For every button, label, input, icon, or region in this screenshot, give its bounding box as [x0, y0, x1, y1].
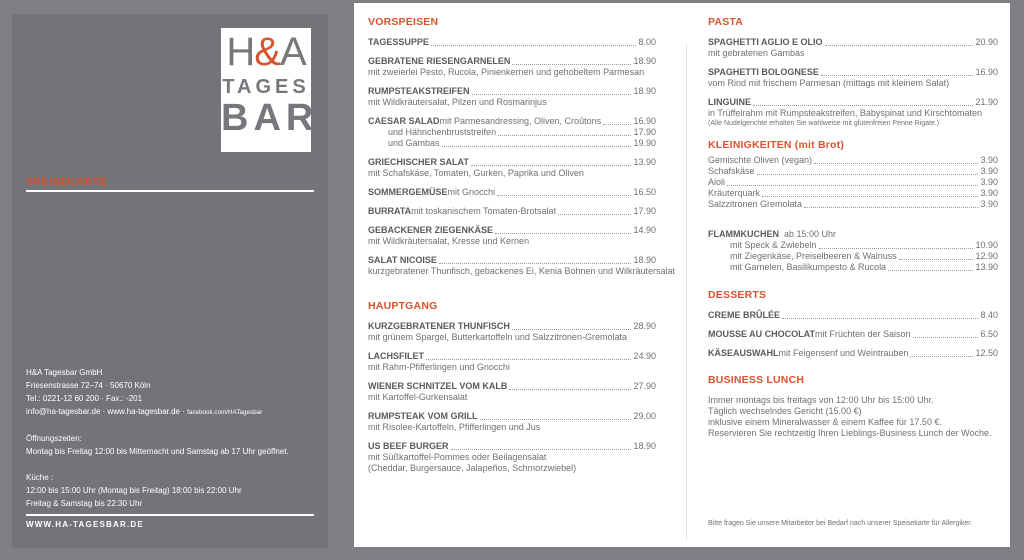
- spacer: [368, 373, 656, 381]
- item-price: 17.90: [633, 127, 656, 137]
- item-name: GEBRATENE RIESENGARNELEN: [368, 56, 511, 66]
- menu-item: [368, 351, 656, 362]
- spacer: [368, 198, 656, 206]
- menu-item: [708, 97, 998, 108]
- item-price: 18.90: [633, 86, 656, 96]
- desserts-list: [708, 310, 998, 359]
- company-name: H&A Tagesbar GmbH: [26, 368, 103, 377]
- item-label: Kräuterquark: [708, 188, 761, 198]
- menu-item: [708, 37, 998, 48]
- item-price: 6.50: [980, 329, 998, 339]
- item-desc-inline: mit Feigensenf und Weintrauben: [778, 348, 909, 358]
- item-name: RUMPSTEAKSTREIFEN: [368, 86, 470, 96]
- item-price: 20.90: [975, 37, 998, 47]
- item-price: 18.90: [633, 255, 656, 265]
- menu-item: [708, 310, 998, 321]
- item-label: mit Garnelen, Basilikumpesto & Rucola: [730, 262, 887, 272]
- divider-top: [26, 190, 314, 192]
- item-description: mit Wildkräutersalat, Kresse und Kernen: [368, 236, 530, 246]
- dot-leader: [782, 318, 978, 319]
- kitchen-hours: 12:00 bis 15:00 Uhr (Montag bis Freitag) 18:00 bis 22:00 Uhr: [26, 486, 242, 495]
- item-price: 21.90: [975, 97, 998, 107]
- dot-leader: [426, 359, 631, 360]
- dot-leader: [498, 135, 631, 136]
- dot-leader: [451, 449, 632, 450]
- item-description: mit gebratenen Gambas: [708, 48, 805, 58]
- spacer: [368, 277, 656, 285]
- right-menu-column: [708, 16, 998, 439]
- section-kleinigkeiten: KLEINIGKEITEN (mit Brot): [708, 139, 845, 151]
- item-price: 28.90: [633, 321, 656, 331]
- menu-item: [708, 67, 998, 78]
- divider-bottom: [26, 514, 314, 516]
- lunch-line: Reservieren Sie rechtzeitig Ihren Lieblings-Business Lunch der Woche.: [708, 428, 992, 438]
- sub-item: [368, 138, 656, 149]
- spacer: [708, 340, 998, 348]
- small-item: [708, 155, 998, 166]
- item-name: SPAGHETTI BOLOGNESE: [708, 67, 819, 77]
- dot-leader: [814, 163, 978, 164]
- item-price: 13.90: [633, 157, 656, 167]
- item-price: 3.90: [980, 155, 998, 165]
- menu-item: [368, 381, 656, 392]
- item-name: WIENER SCHNITZEL VOM KALB: [368, 381, 508, 391]
- item-description: mit Risolee-Kartoffeln, Pfifferlingen und Jus: [368, 422, 541, 432]
- item-description: mit Wildkräutersalat, Pilzen und Rosmarinjus: [368, 97, 547, 107]
- dot-leader: [439, 263, 632, 264]
- item-label: Gemischte Oliven (vegan): [708, 155, 813, 165]
- menu-item: [368, 321, 656, 332]
- spacer: [368, 78, 656, 86]
- item-name: KURZGEBRATENER THUNFISCH: [368, 321, 510, 331]
- item-name: LACHSFILET: [368, 351, 424, 361]
- dot-leader: [509, 389, 631, 390]
- spacer: [368, 433, 656, 441]
- item-desc-inline: mit Früchten der Saison: [815, 329, 911, 339]
- lunch-line: inklusive einem Mineralwasser & einem Kaffee für 17.50 €.: [708, 417, 942, 427]
- menu-item: [368, 56, 656, 67]
- menu-item: [368, 411, 656, 422]
- vorspeisen-list: [368, 37, 676, 285]
- flammkuchen-list: [708, 240, 998, 273]
- spacer: [708, 89, 998, 97]
- speisekarte-title: SPEISEKARTE: [26, 176, 107, 188]
- address: Friesenstrasse 72–74 · 50670 Köln: [26, 381, 151, 390]
- pasta-list: [708, 37, 998, 119]
- dot-leader: [512, 64, 631, 65]
- menu-item: [368, 116, 656, 127]
- spacer: [368, 149, 656, 157]
- business-lunch-text: [708, 395, 998, 439]
- logo-line2: TAGES: [222, 76, 310, 98]
- lunch-line: Täglich wechselndes Gericht (15.00 €): [708, 406, 862, 416]
- logo-line1: H&A: [226, 30, 306, 74]
- item-label: mit Ziegenkäse, Preiselbeeren & Walnuss: [730, 251, 897, 261]
- item-price: 8.40: [980, 310, 998, 320]
- item-name: RUMPSTEAK VOM GRILL: [368, 411, 478, 421]
- item-description: kurzgebratener Thunfisch, gebackenes Ei, Kenia Bohnen und Wilkräutersalat: [368, 266, 676, 276]
- spacer: [368, 48, 656, 56]
- website: WWW.HA-TAGESBAR.DE: [26, 520, 144, 529]
- pasta-note: (Alle Nudelgerichte erhalten Sie wahlweise mit glutenfreien Penne Rigate.): [708, 120, 940, 127]
- item-description: mit zweierlei Pesto, Rucola, Pinienkernen und gehobeltem Parmesan: [368, 67, 645, 77]
- spacer: [368, 217, 656, 225]
- small-item: [708, 166, 998, 177]
- menu-item: [368, 157, 656, 168]
- spacer: [368, 108, 656, 116]
- phone: Tel.: 0221-12 60 200 · Fax.: -201: [26, 394, 143, 403]
- flammkuchen-header: FLAMMKUCHEN ab 15:00 Uhr: [708, 229, 837, 239]
- item-name: GEBACKENER ZIEGENKÄSE: [368, 225, 494, 235]
- item-name: SALAT NICOISE: [368, 255, 437, 265]
- dot-leader: [480, 419, 632, 420]
- menu-item: [368, 255, 656, 266]
- item-name: CAESAR SALAD: [368, 116, 440, 126]
- kleinigkeiten-list: [708, 155, 998, 210]
- spacer: [368, 247, 656, 255]
- item-desc-inline: mit Gnocchi: [447, 187, 496, 197]
- dot-leader: [497, 195, 631, 196]
- item-description: mit Süßkartoffel-Pommes oder Beilagensalat: [368, 452, 547, 462]
- menu-item: [708, 348, 998, 359]
- section-pasta: PASTA: [708, 16, 744, 28]
- dot-leader: [821, 75, 974, 76]
- section-vorspeisen: VORSPEISEN: [368, 16, 439, 28]
- dot-leader: [753, 105, 973, 106]
- item-label: Schafskäse: [708, 166, 755, 176]
- dot-leader: [471, 165, 632, 166]
- menu-item: [368, 225, 656, 236]
- kitchen-weekend: Freitag & Samstag bis 22:30 Uhr: [26, 499, 143, 508]
- item-description: mit grünem Spargel, Butterkartoffeln und Salzzitronen-Gremolata: [368, 332, 627, 342]
- dot-leader: [431, 45, 637, 46]
- logo: [221, 28, 319, 152]
- item-price: 3.90: [980, 199, 998, 209]
- spacer: [368, 474, 656, 482]
- item-price: 14.90: [633, 225, 656, 235]
- item-name: MOUSSE AU CHOCOLAT: [708, 329, 815, 339]
- item-description: mit Kartoffel-Gurkensalat: [368, 392, 468, 402]
- item-label: Salzzitronen Gremolata: [708, 199, 803, 209]
- item-name: US BEEF BURGER: [368, 441, 449, 451]
- item-price: 18.90: [633, 56, 656, 66]
- menu-item: [368, 187, 656, 198]
- item-price: 17.90: [633, 206, 656, 216]
- kitchen-title: Küche :: [26, 473, 54, 482]
- dot-leader: [495, 233, 631, 234]
- item-description: in Trüffelrahm mit Rumpsteakstreifen, Babyspinat und Kirschtomaten: [708, 108, 982, 118]
- dot-leader: [899, 259, 974, 260]
- spacer: [708, 321, 998, 329]
- dot-leader: [472, 94, 632, 95]
- section-business-lunch: BUSINESS LUNCH: [708, 374, 805, 386]
- section-desserts: DESSERTS: [708, 289, 767, 301]
- item-price: 12.50: [975, 348, 998, 358]
- dot-leader: [512, 329, 632, 330]
- item-description: mit Rahm-Pfifferlingen und Gnocchi: [368, 362, 510, 372]
- item-price: 3.90: [980, 177, 998, 187]
- item-price: 19.90: [633, 138, 656, 148]
- logo-line3: BAR: [221, 97, 319, 139]
- item-label: mit Speck & Zwiebeln: [730, 240, 817, 250]
- small-item: [708, 177, 998, 188]
- small-item: [708, 199, 998, 210]
- item-label: Aioli: [708, 177, 726, 187]
- item-name: LINGUINE: [708, 97, 752, 107]
- sub-item: [368, 127, 656, 138]
- item-price: 16.90: [633, 116, 656, 126]
- item-price: 16.50: [633, 187, 656, 197]
- dot-leader: [913, 337, 979, 338]
- dot-leader: [762, 196, 978, 197]
- dot-leader: [757, 174, 979, 175]
- dot-leader: [825, 45, 974, 46]
- spacer: [368, 343, 656, 351]
- item-description: vom Rind mit frischem Parmesan (mittags mit kleinem Salat): [708, 78, 950, 88]
- flammkuchen-item: [708, 262, 998, 273]
- item-price: 3.90: [980, 188, 998, 198]
- dot-leader: [727, 185, 978, 186]
- item-description: mit Schafskäse, Tomaten, Gurken, Paprika und Oliven: [368, 168, 584, 178]
- allergy-note: Bitte fragen Sie unsere Mitarbeiter bei Bedarf nach unserer Speisekarte für Allergiker.: [708, 520, 973, 527]
- menu-item: [368, 86, 656, 97]
- section-hauptgang: HAUPTGANG: [368, 300, 438, 312]
- item-name: GRIECHISCHER SALAT: [368, 157, 469, 167]
- item-name: SOMMERGEMÜSE: [368, 187, 448, 197]
- hours-title: Öffnungszeiten:: [26, 434, 82, 443]
- spacer: [708, 59, 998, 67]
- small-item: [708, 188, 998, 199]
- menu-item: [708, 329, 998, 340]
- left-menu-column: [368, 16, 676, 482]
- hours-text: Montag bis Freitag 12:00 bis Mitternacht und Samstag ab 17 Uhr geöffnet.: [26, 447, 289, 456]
- flammkuchen-item: [708, 251, 998, 262]
- item-desc-inline: mit Parmesandressing, Oliven, Croûtons: [439, 116, 602, 126]
- flammkuchen-item: [708, 240, 998, 251]
- contact-line: info@ha-tagesbar.de · www.ha-tagesbar.de · facebook.com/HATagesbar: [26, 407, 263, 416]
- item-price: 24.90: [633, 351, 656, 361]
- menu-item: [368, 37, 656, 48]
- menu-item: [368, 206, 656, 217]
- item-name: TAGESSUPPE: [368, 37, 429, 47]
- menu-item: [368, 441, 656, 452]
- dot-leader: [558, 214, 631, 215]
- hauptgang-list: [368, 321, 656, 482]
- lunch-line: Immer montags bis freitags von 12:00 Uhr bis 15:00 Uhr.: [708, 395, 934, 405]
- column-divider: [686, 44, 687, 540]
- dot-leader: [910, 356, 973, 357]
- item-name: CREME BRÛLÉE: [708, 310, 781, 320]
- spacer: [368, 179, 656, 187]
- item-label: und Hähnchenbruststreifen: [388, 127, 497, 137]
- item-price: 8.00: [638, 37, 656, 47]
- spacer: [368, 403, 656, 411]
- item-price: 29.00: [633, 411, 656, 421]
- dot-leader: [888, 270, 973, 271]
- item-desc-inline: mit toskanischem Tomaten-Brotsalat: [411, 206, 557, 216]
- dot-leader: [442, 146, 632, 147]
- item-label: und Gambas: [388, 138, 440, 148]
- item-price: 18.90: [633, 441, 656, 451]
- item-name: KÄSEAUSWAHL: [708, 348, 779, 358]
- item-price: 10.90: [975, 240, 998, 250]
- item-description-2: (Cheddar, Burgersauce, Jalapeños, Schmorzwiebel): [368, 463, 577, 473]
- item-price: 27.90: [633, 381, 656, 391]
- item-price: 3.90: [980, 166, 998, 176]
- dot-leader: [804, 207, 978, 208]
- dot-leader: [603, 124, 631, 125]
- item-name: BURRATA: [368, 206, 412, 216]
- dot-leader: [819, 248, 974, 249]
- item-name: SPAGHETTI AGLIO E OLIO: [708, 37, 823, 47]
- item-price: 16.90: [975, 67, 998, 77]
- item-price: 13.90: [975, 262, 998, 272]
- item-price: 12.90: [975, 251, 998, 261]
